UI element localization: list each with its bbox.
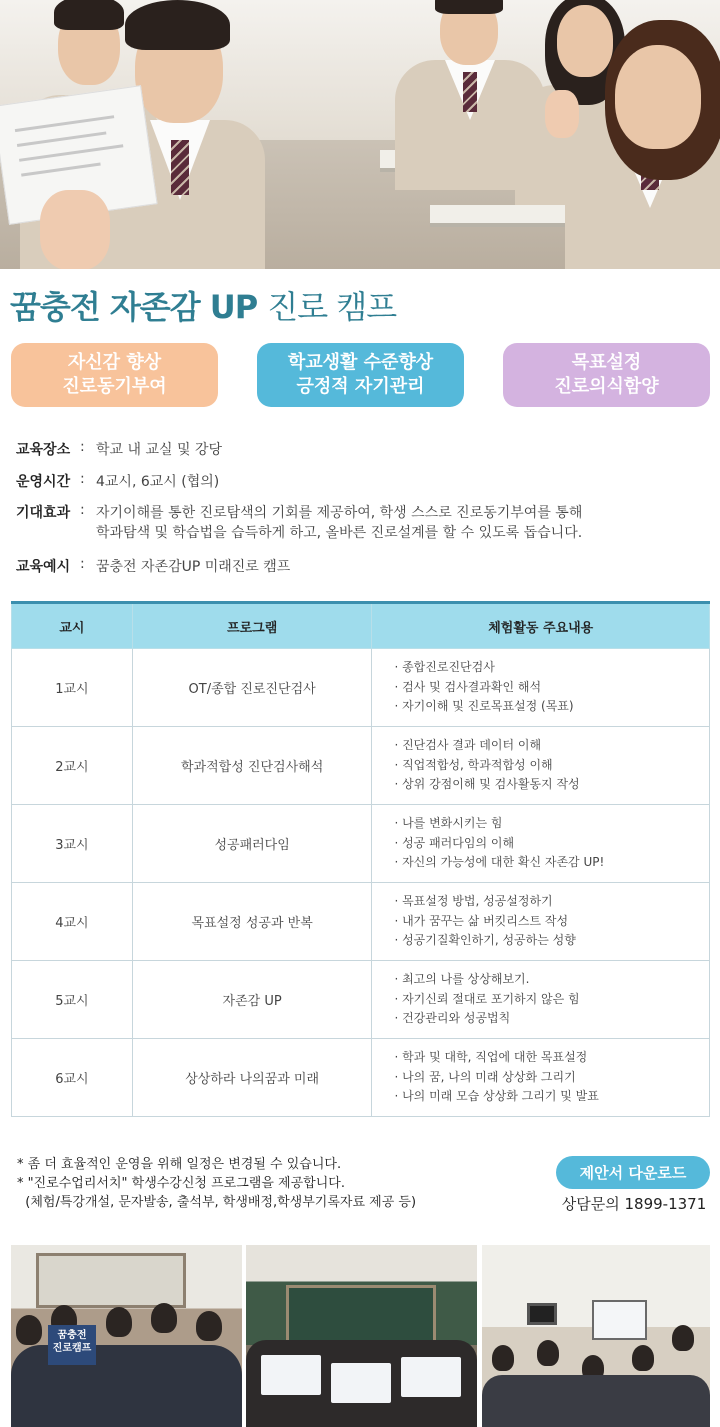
activity-item: · 목표설정 방법, 성공설정하기	[394, 894, 553, 909]
activity-item: · 성공기질확인하기, 성공하는 성향	[394, 933, 576, 948]
header-program: 프로그램	[132, 603, 372, 649]
pill-line: 긍정적 자기관리	[296, 376, 425, 397]
table-header-row	[12, 603, 710, 649]
note-line: * 좀 더 효율적인 운영을 위해 일정은 변경될 수 있습니다.	[17, 1157, 342, 1172]
camp-photo-2	[246, 1245, 477, 1427]
activity-item: · 진단검사 결과 데이터 이해	[394, 738, 542, 753]
activity-item: · 나의 꿈, 나의 미래 상상화 그리기	[394, 1069, 576, 1084]
pill-line: 진로의식함양	[554, 376, 659, 397]
activity-item: · 성공 패러다임의 이해	[394, 835, 515, 850]
cell-activities	[372, 961, 710, 1039]
table-row	[12, 649, 710, 727]
cell-period: 1교시	[12, 649, 133, 727]
table-row	[12, 805, 710, 883]
header-activities: 체험활동 주요내용	[372, 603, 710, 649]
table-row	[12, 961, 710, 1039]
info-key: 교육장소	[16, 442, 71, 458]
cell-period: 5교시	[12, 961, 133, 1039]
title-bold: 꿈충전 자존감 UP	[10, 288, 258, 326]
note-line: * "진로수업리서치" 학생수강신청 프로그램을 제공합니다.	[17, 1176, 345, 1191]
activity-item: · 최고의 나를 상상해보기.	[394, 972, 530, 987]
camp-photo-3	[482, 1245, 710, 1427]
cell-activities	[372, 805, 710, 883]
pill-line: 진로동기부여	[62, 376, 167, 397]
banner-line: 꿈충전	[57, 1330, 87, 1341]
info-key: 기대효과	[16, 505, 71, 521]
camp-photo-1	[11, 1245, 242, 1427]
table-row	[12, 1039, 710, 1117]
info-colon: :	[80, 471, 85, 487]
activity-item: · 내가 꿈꾸는 삶 버킷리스트 작성	[394, 913, 569, 928]
pill-line: 학교생활 수준향상	[287, 352, 434, 373]
camp-banner	[48, 1325, 96, 1365]
cell-period: 6교시	[12, 1039, 133, 1117]
title-light: 진로 캠프	[267, 288, 397, 326]
activity-item: · 검사 및 검사결과확인 해석	[394, 679, 542, 694]
activity-item: · 상위 강점이해 및 검사활동지 작성	[394, 777, 580, 792]
activity-item: · 직업적합성, 학과적합성 이해	[394, 757, 553, 772]
hero-photo	[0, 0, 720, 269]
pill-line: 목표설정	[571, 352, 642, 373]
info-value: 꿈충전 자존감UP 미래진로 캠프	[96, 559, 291, 575]
info-colon: :	[80, 439, 85, 455]
schedule-table	[11, 601, 710, 1117]
activity-item: · 나의 미래 모습 상상화 그리기 및 발표	[394, 1089, 599, 1104]
pill-line: 자신감 향상	[67, 352, 162, 373]
cell-period: 3교시	[12, 805, 133, 883]
cell-program: 성공패러다임	[132, 805, 372, 883]
info-key: 운영시간	[16, 474, 71, 490]
activity-item: · 자신의 가능성에 대한 확신 자존감 UP!	[394, 855, 605, 870]
cell-activities	[372, 1039, 710, 1117]
info-colon: :	[80, 502, 85, 518]
cell-period: 4교시	[12, 883, 133, 961]
info-value: 자기이해를 통한 진로탐색의 기회를 제공하여, 학생 스스로 진로동기부여를 통해	[96, 505, 583, 521]
activity-item: · 학과 및 대학, 직업에 대한 목표설정	[394, 1050, 588, 1065]
info-colon: :	[80, 556, 85, 572]
page-title	[10, 282, 396, 328]
info-value: 학교 내 교실 및 강당	[96, 442, 222, 458]
cell-program: 상상하라 나의꿈과 미래	[132, 1039, 372, 1117]
info-key: 교육예시	[16, 559, 71, 575]
goal-pill-confidence	[11, 343, 218, 407]
banner-line: 진로캠프	[52, 1343, 92, 1354]
notes	[17, 1155, 416, 1212]
cell-program: 목표설정 성공과 반복	[132, 883, 372, 961]
activity-item: · 자기이해 및 진로목표설정 (목표)	[394, 699, 574, 714]
activity-item: · 나를 변화시키는 힘	[394, 816, 503, 831]
cell-activities	[372, 727, 710, 805]
cell-activities	[372, 649, 710, 727]
download-proposal-button[interactable]: 제안서 다운로드	[556, 1156, 710, 1189]
table-row	[12, 727, 710, 805]
cell-program: 자존감 UP	[132, 961, 372, 1039]
goal-pill-school-life	[257, 343, 464, 407]
contact-phone: 상담문의 1899-1371	[561, 1195, 707, 1213]
goal-pill-goal-setting	[503, 343, 710, 407]
cell-program: OT/종합 진로진단검사	[132, 649, 372, 727]
activity-item: · 종합진로진단검사	[394, 660, 495, 675]
info-value-line2: 학과탐색 및 학습법을 습득하게 하고, 올바른 진로설계를 할 수 있도록 돕습니다.	[96, 525, 583, 541]
note-line: (체험/특강개설, 문자발송, 출석부, 학생배정,학생부기록자료 제공 등)	[17, 1195, 417, 1210]
activity-item: · 자기신뢰 절대로 포기하지 않은 힘	[394, 991, 580, 1006]
cell-program: 학과적합성 진단검사해석	[132, 727, 372, 805]
table-row	[12, 883, 710, 961]
info-value: 4교시, 6교시 (협의)	[96, 474, 220, 490]
cell-activities	[372, 883, 710, 961]
cell-period: 2교시	[12, 727, 133, 805]
header-period: 교시	[12, 603, 133, 649]
activity-item: · 건강관리와 성공법칙	[394, 1011, 511, 1026]
